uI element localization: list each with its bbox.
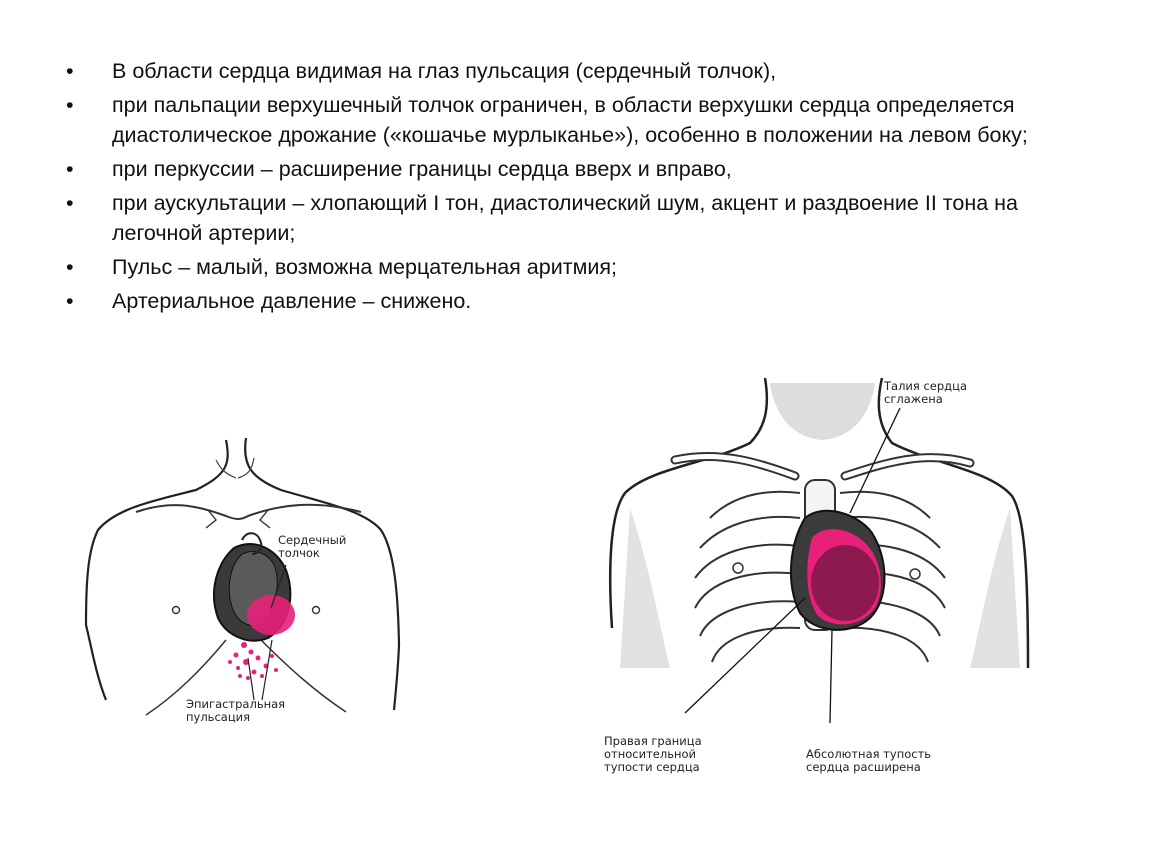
ribcage-dullness-figure <box>600 368 1040 728</box>
label-cardiac-impulse: Сердечный толчок <box>278 533 347 560</box>
bullet-marker: • <box>66 157 74 181</box>
ribcage-illustration <box>600 368 1040 728</box>
bullet-text: при аускультации – хлопающий I тон, диастолический шум, акцент и раздвоение II тона на легочной артерии; <box>112 191 1018 245</box>
bullet-item <box>66 286 1106 316</box>
label-right-border: Правая граница относительной тупости сердца <box>604 734 702 774</box>
bullet-marker: • <box>66 289 74 313</box>
bullet-item <box>66 252 1106 282</box>
bullet-text: при пальпации верхушечный толчок ограничен, в области верхушки сердца определяется диастолическое дрожание («кошачье мурлыканье»), особенно в положении на левом боку; <box>112 93 1028 147</box>
bullet-marker: • <box>66 191 74 215</box>
label-absolute-dullness: Абсолютная тупость сердца расширена <box>806 747 932 774</box>
bullet-marker: • <box>66 93 74 117</box>
bullet-item <box>66 90 1106 150</box>
bullet-text: В области сердца видимая на глаз пульсация (сердечный толчок), <box>112 59 777 83</box>
bullet-item <box>66 188 1106 248</box>
label-heart-waist: Талия сердца сглажена <box>884 379 967 406</box>
chest-apex-figure <box>76 430 426 730</box>
bullet-marker: • <box>66 59 74 83</box>
bullet-list <box>66 56 1106 320</box>
label-epigastric-pulsation: Эпигастральная пульсация <box>186 697 286 724</box>
bullet-text: Артериальное давление – снижено. <box>112 289 472 313</box>
bullet-item <box>66 154 1106 184</box>
bullet-text: Пульс – малый, возможна мерцательная аритмия; <box>112 255 617 279</box>
bullet-text: при перкуссии – расширение границы сердца вверх и вправо, <box>112 157 732 181</box>
bullet-item <box>66 56 1106 86</box>
bullet-marker: • <box>66 255 74 279</box>
chest-apex-illustration <box>76 430 426 730</box>
